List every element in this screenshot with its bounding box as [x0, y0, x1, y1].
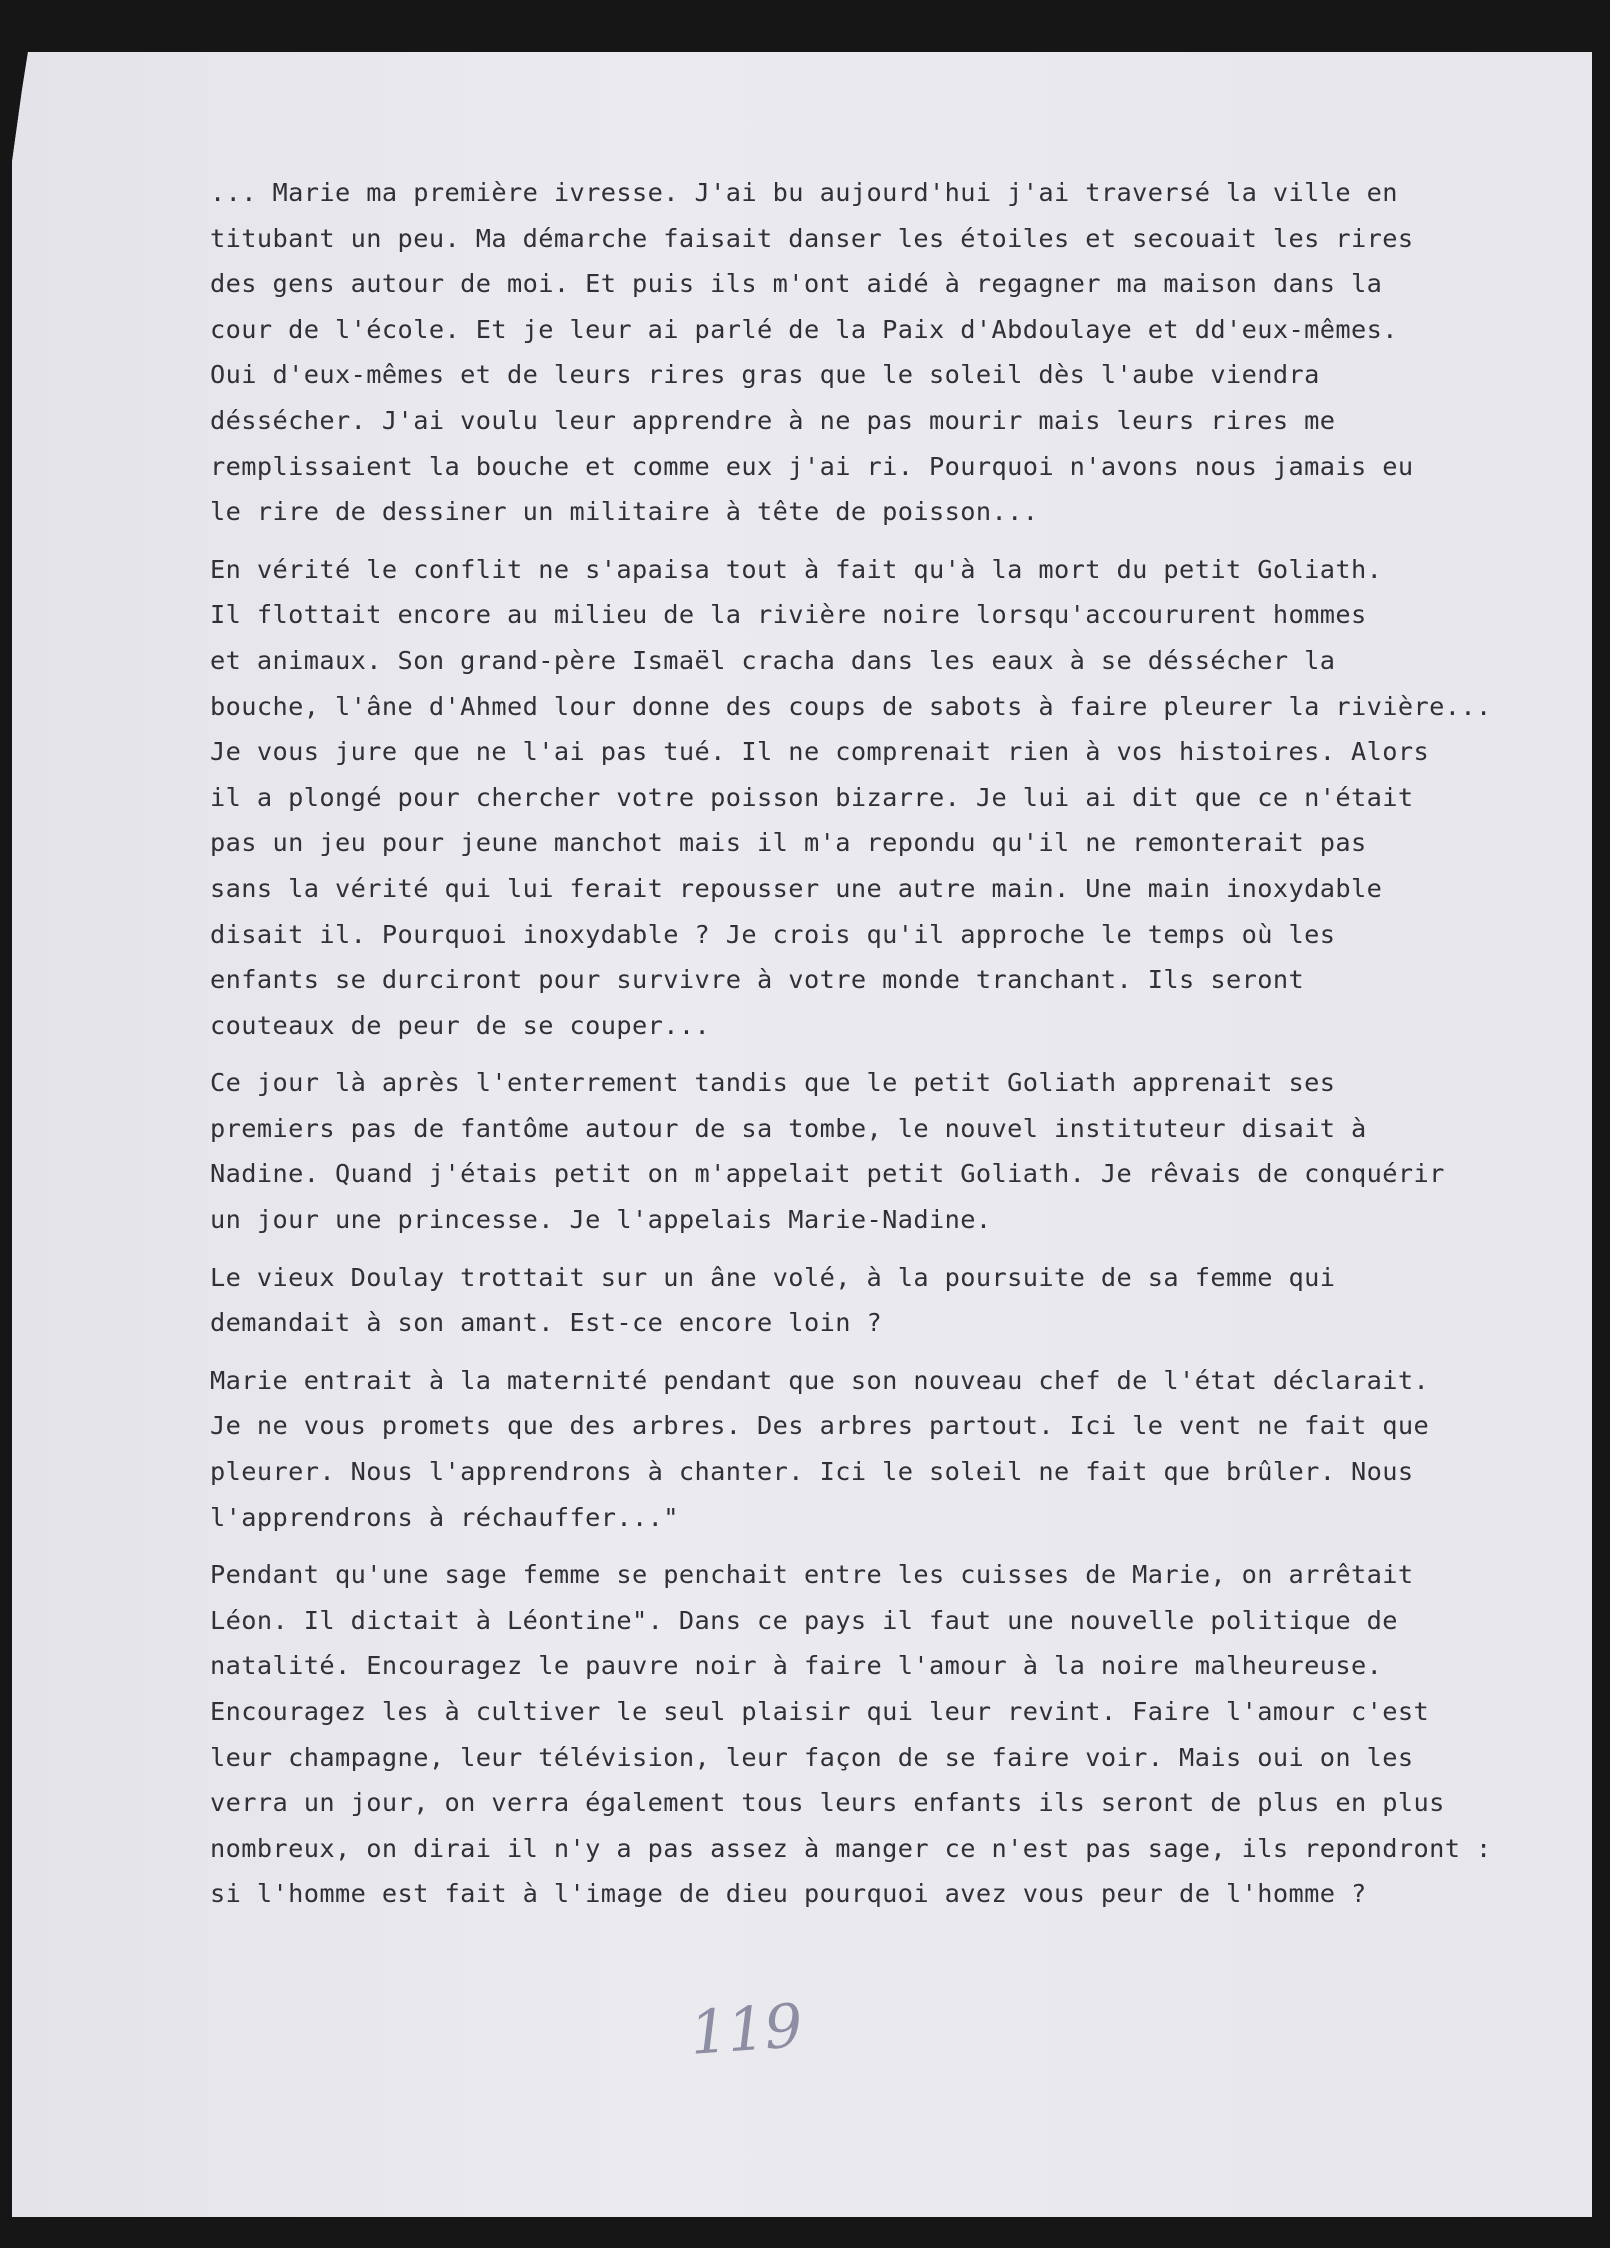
text-line: ... Marie ma première ivresse. J'ai bu aujourd'hui j'ai traversé la ville en — [210, 178, 1398, 207]
text-line: déssécher. J'ai voulu leur apprendre à ne pas mourir mais leurs rires me — [210, 405, 1336, 435]
paragraph — [210, 547, 1560, 1049]
text-line: nombreux, on dirai il n'y a pas assez à manger ce n'est pas sage, ils repondront : — [210, 1833, 1492, 1863]
text-line: disait il. Pourquoi inoxydable ? Je crois qu'il approche le temps où les — [210, 919, 1336, 949]
text-line: leur champagne, leur télévision, leur façon de se faire voir. Mais oui on les — [210, 1742, 1414, 1772]
text-line: pas un jeu pour jeune manchot mais il m'a repondu qu'il ne remonterait pas — [210, 828, 1367, 858]
text-line: l'apprendrons à réchauffer..." — [210, 1502, 679, 1532]
text-line: remplissaient la bouche et comme eux j'ai ri. Pourquoi n'avons nous jamais eu — [210, 451, 1414, 481]
text-line: Léon. Il dictait à Léontine". Dans ce pays il faut une nouvelle politique de — [210, 1605, 1398, 1635]
text-line: demandait à son amant. Est-ce encore loin ? — [210, 1308, 883, 1338]
text-line: Encouragez les à cultiver le seul plaisir qui leur revint. Faire l'amour c'est — [210, 1697, 1430, 1726]
text-line: Pendant qu'une sage femme se penchait entre les cuisses de Marie, on arrêtait — [210, 1560, 1414, 1590]
text-line: sans la vérité qui lui ferait repousser une autre main. Une main inoxydable — [210, 873, 1383, 903]
text-line: cour de l'école. Et je leur ai parlé de la Paix d'Abdoulaye et dd'eux-mêmes. — [210, 314, 1398, 344]
text-line: et animaux. Son grand-père Ismaël cracha dans les eaux à se déssécher la — [210, 645, 1336, 675]
paragraph — [210, 170, 1560, 535]
text-line: premiers pas de fantôme autour de sa tombe, le nouvel instituteur disait à — [210, 1113, 1367, 1143]
text-line: couteaux de peur de se couper... — [210, 1010, 711, 1040]
text-line: titubant un peu. Ma démarche faisait danser les étoiles et secouait les rires — [210, 223, 1414, 253]
text-line: Le vieux Doulay trottait sur un âne volé, à la poursuite de sa femme qui — [210, 1262, 1336, 1292]
paragraph — [210, 1552, 1560, 1917]
text-line: des gens autour de moi. Et puis ils m'ont aidé à regagner ma maison dans la — [210, 269, 1383, 299]
paragraph — [210, 1358, 1560, 1540]
text-line: natalité. Encouragez le pauvre noir à faire l'amour à la noire malheureuse. — [210, 1651, 1383, 1681]
text-line: verra un jour, on verra également tous leurs enfants ils seront de plus en plus — [210, 1788, 1445, 1818]
typewritten-text — [210, 170, 1560, 1929]
text-line: pleurer. Nous l'apprendrons à chanter. Ici le soleil ne fait que brûler. Nous — [210, 1457, 1414, 1487]
text-line: Je vous jure que ne l'ai pas tué. Il ne comprenait rien à vos histoires. Alors — [210, 737, 1430, 767]
text-line: Nadine. Quand j'étais petit on m'appelait petit Goliath. Je rêvais de conquérir — [210, 1159, 1445, 1189]
text-line: enfants se durciront pour survivre à votre monde tranchant. Ils seront — [210, 965, 1305, 995]
text-line: si l'homme est fait à l'image de dieu pourquoi avez vous peur de l'homme ? — [210, 1879, 1367, 1909]
paragraph — [210, 1255, 1560, 1346]
text-line: bouche, l'âne d'Ahmed lour donne des coups de sabots à faire pleurer la rivière... — [210, 691, 1492, 721]
text-line: Ce jour là après l'enterrement tandis que le petit Goliath apprenait ses — [210, 1068, 1336, 1098]
text-line: il a plongé pour chercher votre poisson bizarre. Je lui ai dit que ce n'était — [210, 782, 1414, 812]
text-line: le rire de dessiner un militaire à tête de poisson... — [210, 497, 1039, 527]
text-line: Je ne vous promets que des arbres. Des arbres partout. Ici le vent ne fait que — [210, 1411, 1430, 1441]
text-line: Il flottait encore au milieu de la rivière noire lorsqu'accoururent hommes — [210, 600, 1367, 630]
text-line: Oui d'eux-mêmes et de leurs rires gras que le soleil dès l'aube viendra — [210, 360, 1320, 390]
text-line: Marie entrait à la maternité pendant que son nouveau chef de l'état déclarait. — [210, 1365, 1430, 1395]
text-line: un jour une princesse. Je l'appelais Marie-Nadine. — [210, 1205, 992, 1235]
text-line: En vérité le conflit ne s'apaisa tout à fait qu'à la mort du petit Goliath. — [210, 554, 1383, 584]
handwritten-page-number: 119 — [687, 1991, 804, 2069]
paragraph — [210, 1060, 1560, 1242]
